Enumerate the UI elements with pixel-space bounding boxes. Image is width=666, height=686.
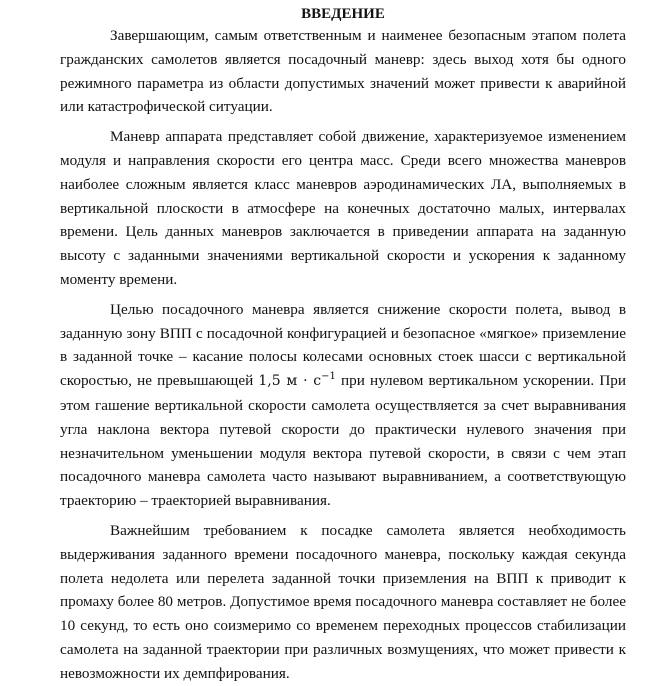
velocity-exponent: −1 — [321, 371, 336, 383]
paragraph-3-text-after: при нулевом вертикальном ускорении. При этом гашение вертикальной скорости самолета осуществляется за счет выравнивания угла наклона вектора путевой скорости до практически нулевого значения при незначительном уменьшении модуля вектора путевой скорости, в связи с чем этап посадочного маневра самолета часто называют выравниванием, а соответствующую траекторию – траекторией выравнивания. — [60, 372, 627, 510]
paragraph-3-text-before: Целью посадочного маневра является снижение скорости полета, вывод в заданную зону ВПП с посадочной конфигурацией и безопасное «мягкое» приземление в заданной точке – касание полосы колесами основных стоек шасси с вертикальной скоростью, не превышающей — [60, 300, 626, 390]
document-title: ВВЕДЕНИЕ — [301, 6, 385, 22]
paragraph-1: Завершающим, самым ответственным и наименее безопасным этапом полета гражданских самолетов является посадочный маневр: здесь выход хотя бы одного режимного параметра из области допустимых значений может привести к аварийной или катастрофической ситуации. — [60, 27, 626, 116]
document-page — [60, 0, 626, 686]
paragraph-4: Важнейшим требованием к посадке самолета является необходимость выдерживания заданного времени посадочного маневра, поскольку каждая секунда полета недолета или перелета заданной точки приземления на ВПП к приводит к промаху более 80 метров. Допустимое время посадочного маневра составляет не более 10 секунд, то есть оно соизмеримо со временем переходных процессов стабилизации самолета на заданной траектории при различных возмущениях, что может привести к невозможности их демпфирования. — [60, 521, 626, 682]
paragraph-3 — [60, 298, 626, 513]
velocity-value: 1,5 м · с — [258, 373, 322, 390]
velocity-formula — [258, 373, 336, 389]
paragraph-2: Маневр аппарата представляет собой движение, характеризуемое изменением модуля и направления скорости его центра масс. Среди всего множества маневров наиболее сложным является класс маневров аэродинамических ЛА, выполняемых в вертикальной плоскости в атмосфере на конечных достаточно малых, интервалах времени. Цель данных маневров заключается в приведении аппарата на заданную высоту с заданными значениями вертикальной скорости и ускорения к заданному моменту времени. — [60, 128, 626, 288]
